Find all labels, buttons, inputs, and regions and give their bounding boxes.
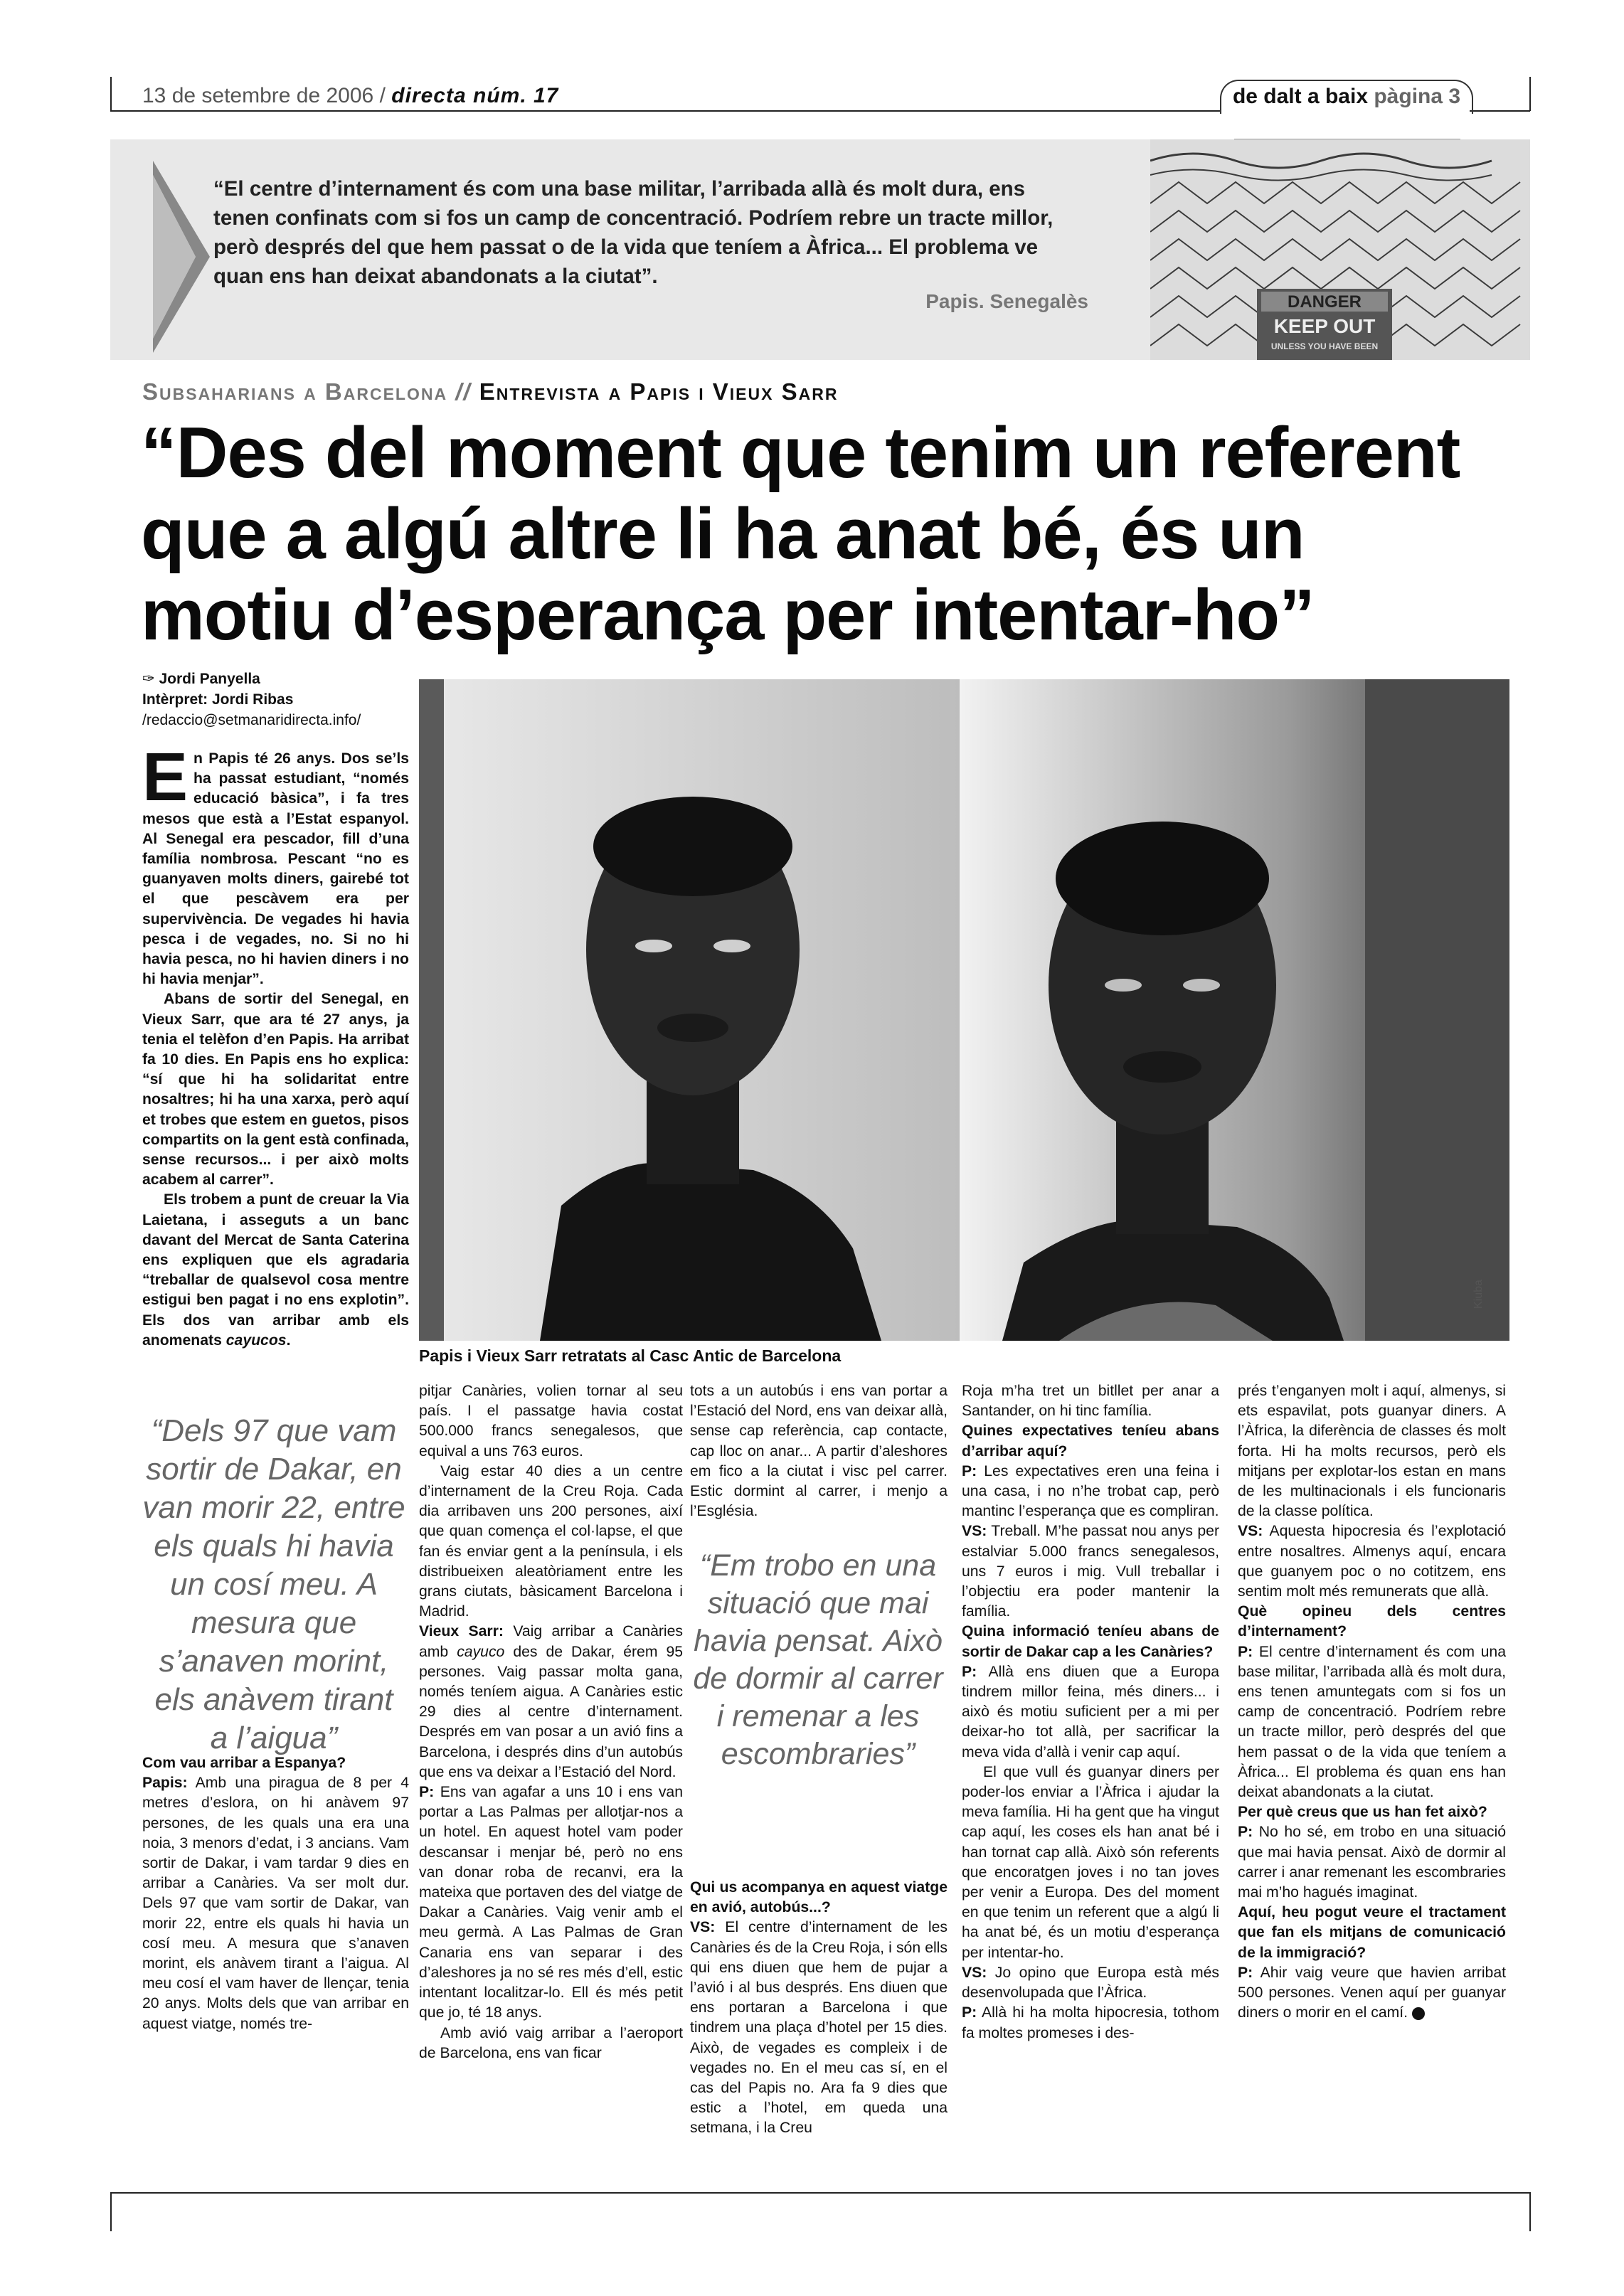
author-email[interactable]: /redaccio@setmanaridirecta.info/ xyxy=(142,712,361,728)
top-rule-right xyxy=(1470,110,1530,112)
answer-3: P: Les expectatives eren una feina i una casa, i no n’he trobat cap, però mantinc l’esperança que es compliran. xyxy=(962,1462,1219,1520)
publication-name: directa núm. 17 xyxy=(391,84,559,107)
fence-photo xyxy=(1150,139,1530,360)
sign-danger-text: DANGER xyxy=(1287,292,1362,312)
question-7: Per què creus que us han fet això? xyxy=(1238,1804,1487,1821)
portrait-photo xyxy=(419,679,1509,1341)
question-2: Qui us acompanya en aquest viatge en avió, autobús...? xyxy=(690,1879,948,1916)
question-4: Quina informació teníeu abans de sortir de Dakar cap a les Canàries? xyxy=(962,1623,1219,1660)
page-header-right xyxy=(1220,80,1473,114)
featured-quote-text: “El centre d’internament és com una base militar, l’arribada allà és molt dura, ens tenen confinats com si fos un camp de concentració. Podríem rebre un tracte millor, però després del que hem passat o de la vida que teníem a Àfrica... El problema ve quan ens han deixat abandonats a la ciutat”. xyxy=(213,177,1054,288)
photo-caption: Papis i Vieux Sarr retratats al Casc Antic de Barcelona xyxy=(419,1346,842,1365)
left-margin-rule xyxy=(110,77,112,111)
section-label xyxy=(142,378,838,405)
page-number: pàgina 3 xyxy=(1374,85,1461,108)
question-6: Què opineu dels centres d’internament? xyxy=(1238,1603,1506,1640)
column-1-interview xyxy=(142,1753,409,2034)
bottom-rule xyxy=(110,2192,1531,2194)
answer-1: Papis: Amb una piragua de 8 per 4 metres d’eslora, on hi anàvem 97 persones, de les quals una era una noia, 3 menors d’edat, i 3 ancians. Vam sortir de Dakar, i vam tardar 9 dies en arribar a Canàries. Va ser molt dur. Dels 97 que vam sortir de Dakar, van morir 22, entre els quals hi havia un cosí meu. A mesura que s’anaven morint, els anàvem tirant a l’aigua. Al meu cosí el vam haver de llençar, tenia 20 anys. Molts dels que van arribar en aquest viatge, només tre- xyxy=(142,1775,409,2032)
header-separator: / xyxy=(379,84,386,107)
portrait-image xyxy=(419,679,1509,1341)
sign-keepout-text: KEEP OUT xyxy=(1273,315,1376,337)
answer-4: P: Allà ens diuen que a Europa tindrem millor feina, més diners... i això és motiu suficient per a mi per deixar-ho tot allà, per sacrificar la meva vida d’allà i venir cap aquí. xyxy=(962,1663,1219,1760)
c2-paragraph-1: pitjar Canàries, volien tornar al seu país. I el passatge havia costat 500.000 francs senegalesos, que equival a uns 763 euros. xyxy=(419,1383,683,1460)
section-type: Entrevista a Papis i Vieux Sarr xyxy=(479,378,839,405)
question-8: Aquí, heu pogut veure el tractament que fan els mitjans de comunicació de la immigració? xyxy=(1238,1904,1506,1961)
sign-small-text: UNLESS YOU HAVE BEEN xyxy=(1270,341,1379,351)
answer-4b: VS: Jo opino que Europa està més desenvolupada que l’Àfrica. xyxy=(962,1964,1219,2002)
lead-paragraph-1: n Papis té 26 anys. Dos se’ls ha passat estudiant, “només educació bàsica”, i fa tres mesos que està a l’Estat espanyol. Al Senegal era pescador, fill d’una família nombrosa. Pescant “no es guanyaven molts diners, gairebé tot el que pescàvem era per supervivència. De vegades hi havia pesca i de vegades, no. Si no hi havia pesca, no hi havien diners i no hi havia menjar”. xyxy=(142,750,409,988)
featured-quote-author: Papis. Senegalès xyxy=(925,290,1088,312)
column-4 xyxy=(962,1381,1219,2043)
bottom-left-margin-rule xyxy=(110,2192,112,2231)
c5-paragraph-1: prés t’enganyen molt i aquí, almenys, si ets espavilat, pots guanyar diners. A l’Àfrica, la diferència de classes és molt forta. Hi ha molts recursos, però els mitjans per explotar-los estan en mans de les multinacionals i els funcionaris de la classe política. xyxy=(1238,1383,1506,1520)
column-2 xyxy=(419,1381,683,2063)
fence-image xyxy=(1150,139,1530,360)
section-name: de dalt a baix xyxy=(1232,85,1369,108)
lead-paragraph-3: Els trobem a punt de creuar la Via Laietana, i asseguts a un banc davant del Mercat de Santa Caterina ens expliquen que els agradaria “treballar de qualsevol cosa mentre estigui ben pagat i no ens explotin”. Els dos van arribar amb els anomenats cayucos. xyxy=(142,1191,409,1349)
section-topic: Subsaharians a Barcelona xyxy=(142,378,448,405)
lead-paragraph-2: Abans de sortir del Senegal, en Vieux Sarr, que ara té 27 anys, ja tenia el telèfon d’en Papis. Ha arribat fa 10 dies. En Papis ens ho explica: “sí que hi ha solidaritat entre nosaltres; hi ha una xarxa, però aquí et trobes que estem en guetos, pisos compartits on la gent està confinada, sense recursos... i per això molts acabem al carrer”. xyxy=(142,991,409,1189)
top-rule xyxy=(110,110,1220,112)
section-separator: // xyxy=(455,378,472,405)
bottom-right-margin-rule xyxy=(1529,2192,1531,2231)
lead-column xyxy=(142,739,409,1351)
c2-paragraph-5: Amb avió vaig arribar a l’aeroport de Barcelona, ens van ficar xyxy=(419,2024,683,2061)
answer-2: VS: El centre d’internament de les Canàries és de la Creu Roja, i són ells qui ens diuen que hem de pujar a l’avió i al bus després. Ens diuen que ens portaran a Barcelona i que tindrem una plaça d’hotel per 15 dies. Això, de vegades es compleix i de vegades no. En el meu cas sí, en el cas del Papis no. Ara fa 9 dies que estic a l’hotel, em queda una setmana, i la Creu xyxy=(690,1919,948,2137)
c2-paragraph-2: Vaig estar 40 dies a un centre d’internament de la Creu Roja. Cada dia arribaven uns 200 persones, així que quan comença el col·lapse, el que fan és enviar gent a la península, i els distribueixen aleatòriament entre les grans ciutats, bàsicament Barcelona i Madrid. xyxy=(419,1462,683,1620)
question-1: Com vau arribar a Espanya? xyxy=(142,1755,346,1771)
right-margin-rule xyxy=(1529,77,1531,111)
article-title: “Des del moment que tenim un referent que a algú altre li ha anat bé, és un motiu d’esperança per intentar-ho” xyxy=(141,413,1460,655)
question-3: Quines expectatives teníeu abans d’arribar aquí? xyxy=(962,1423,1219,1460)
c4-paragraph-5: El que vull és guanyar diners per poder-los enviar a l’Àfrica i ajudar la meva família. Hi ha gent que ha vingut cap aquí, les coses els han anat bé i han tornat cap allà. Això són referents que encoratgen joves i no tan joves per venir a Europa. Des del moment en que tenim un referent que a algú li ha anat bé, és un motiu d’esperança per intentar-ho. xyxy=(962,1763,1219,1961)
drop-cap: E xyxy=(142,739,189,815)
photo-credit: Kiuba xyxy=(1472,1280,1485,1309)
column-3-top xyxy=(690,1381,948,1521)
answer-3b: VS: Treball. M’he passat nou anys per estalviar 5.000 francs senegalesos, uns 7 euros i mig. Vull treballar i l’objectiu era poder mantenir la família. xyxy=(962,1523,1219,1620)
answer-6: P: El centre d’internament és com una base militar, l’arribada allà és molt dura, ens tenen amuntegats com si fos un camp de concentració. Podríem rebre un tracte millor, però després del que hem passat o de la vida que teníem a Àfrica... El problema és quan ens han deixat abandonats a la ciutat. xyxy=(1238,1643,1506,1801)
arrow-chevron-icon xyxy=(139,161,217,353)
answer-7: P: No ho sé, em trobo en una situació que mai havia pensat. Això de dormir al carrer i anar remenant les escombraries mai m’ho hagués imaginat. xyxy=(1238,1824,1506,1901)
c2-vieux-answer: Vieux Sarr: Vaig arribar a Canàries amb cayuco des de Dakar, érem 95 persones. Vaig passar molta gana, només teníem aigua. A Canàries estic 29 dies al centre d’internament. Després em van posar a un avió fins a Barcelona, i després dins d’un autobús que ens va deixar a l’Estació del Nord. xyxy=(419,1623,684,1780)
pen-icon: ✑ xyxy=(142,671,159,687)
c3-paragraph-1: tots a un autobús i ens van portar a l’Estació del Nord, ens van deixar allà, sense cap referència, cap contacte, cap lloc on anar... A partir d’aleshores em fico a la ciutat i visc pel carrer. Estic dormint al carrer, i menjo a l’Església. xyxy=(690,1383,948,1520)
pull-quote-2: “Em trobo en una situació que mai havia pensat. Això de dormir al carrer i remenar a les escombraries” xyxy=(693,1548,943,1771)
interpreter: Intèrpret: Jordi Ribas xyxy=(142,691,294,708)
answer-4c: P: Allà hi ha molta hipocresia, tothom fa moltes promeses i des- xyxy=(962,2004,1219,2041)
author-name: Jordi Panyella xyxy=(159,671,260,687)
answer-8: P: Ahir vaig veure que havien arribat 500 persones. Venen aquí per guanyar diners o morir en el camí. xyxy=(1238,1964,1506,2021)
answer-5: VS: Aquesta hipocresia és l’explotació entre nosaltres. Almenys aquí, encara que guanyem poc o no cotitzem, ens sentim molt més remunerats que allà. xyxy=(1238,1523,1506,1600)
page-header-left xyxy=(142,84,558,108)
pull-quote-1: “Dels 97 que vam sortir de Dakar, en van morir 22, entre els quals hi havia un cosí meu. A mesura que s’anaven morint, els anàvem tirant a l’aigua” xyxy=(142,1413,405,1755)
c4-paragraph-1: Roja m’ha tret un bitllet per anar a Santander, on hi tinc família. xyxy=(962,1383,1219,1420)
byline xyxy=(142,669,413,730)
column-3-bottom xyxy=(690,1878,948,2139)
issue-date: 13 de setembre de 2006 xyxy=(142,84,374,107)
column-5 xyxy=(1238,1381,1506,2024)
c2-papis-answer: P: Ens van agafar a uns 10 i ens van portar a Las Palmas per allotjar-nos a un hotel. En aquest hotel vam poder descansar i menjar bé, però no ens van donar roba de recanvi, era la mateixa que portaven des del viatge de Dakar a Canàries. Vaig venir amb el meu germà. A Las Palmas de Gran Canaria ens van separar i des d’aleshores ja no sé res més d’ell, estic intentant localitzar-lo. Ell és més petit que jo, té 18 anys. xyxy=(419,1784,683,2021)
end-mark-icon xyxy=(1412,2007,1425,2020)
